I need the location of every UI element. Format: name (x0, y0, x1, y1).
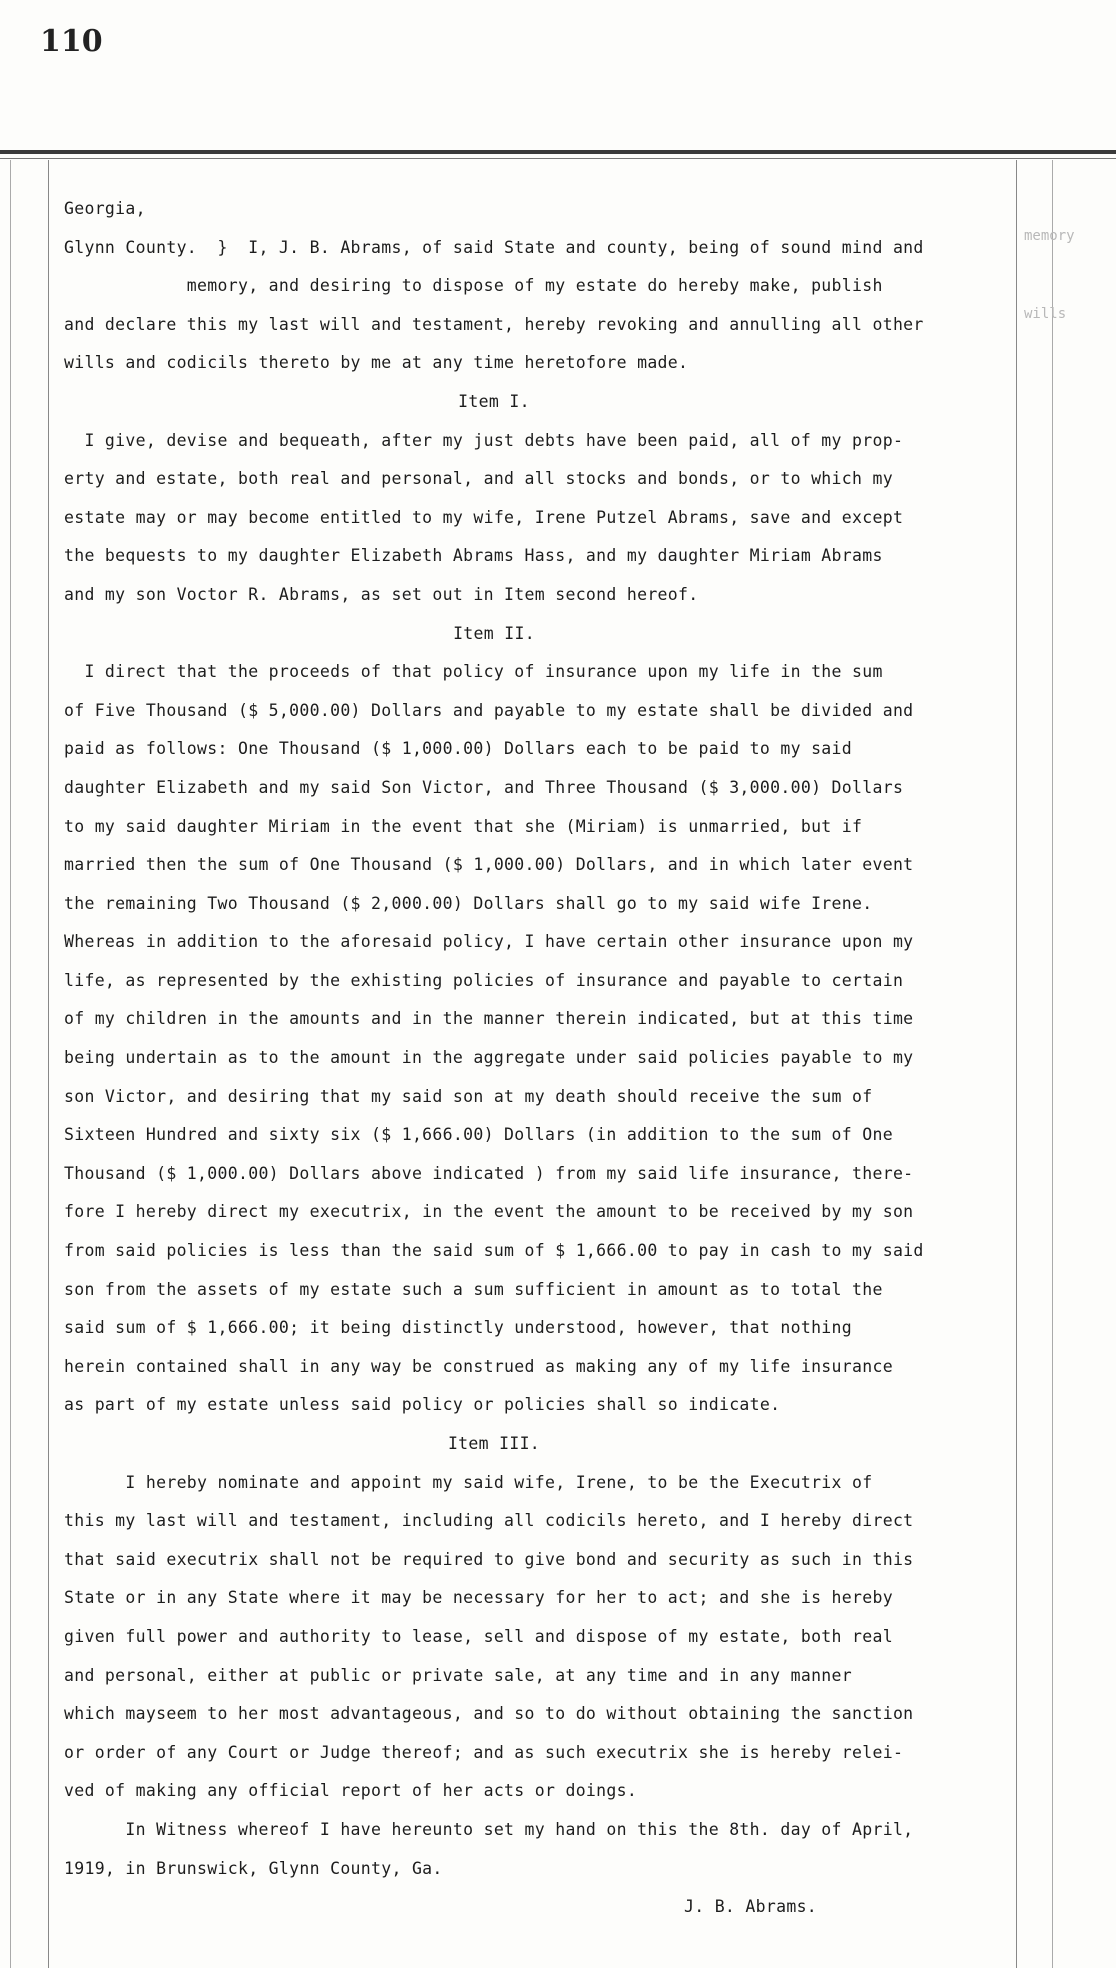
doc-line: being undertain as to the amount in the aggregate under said policies payable to my (64, 1048, 914, 1068)
doc-line: or order of any Court or Judge thereof; and as such executrix she is hereby relei- (64, 1742, 904, 1762)
signature: J. B. Abrams. (684, 1897, 818, 1917)
top-rule (0, 150, 1116, 154)
margin-note-memory: memory (1024, 228, 1075, 244)
doc-line: from said policies is less than the said sum of $ 1,666.00 to pay in cash to my said (64, 1241, 924, 1261)
doc-line: estate may or may become entitled to my wife, Irene Putzel Abrams, save and except (64, 507, 904, 527)
item-heading-1: Item I. (458, 391, 530, 411)
doc-line: daughter Elizabeth and my said Son Victor, and Three Thousand ($ 3,000.00) Dollars (64, 777, 904, 797)
doc-line: of Five Thousand ($ 5,000.00) Dollars and payable to my estate shall be divided and (64, 700, 914, 720)
margin-note-wills: wills (1024, 306, 1067, 322)
doc-line: Whereas in addition to the aforesaid policy, I have certain other insurance upon my (64, 932, 914, 952)
left-margin-line (48, 160, 49, 1968)
doc-line: State or in any State where it may be necessary for her to act; and she is hereby (64, 1588, 893, 1608)
item-heading-2: Item II. (453, 623, 535, 643)
doc-line: married then the sum of One Thousand ($ 1,000.00) Dollars, and in which later event (64, 855, 914, 875)
doc-line: to my said daughter Miriam in the event that she (Miriam) is unmarried, but if (64, 816, 863, 836)
doc-line: fore I hereby direct my executrix, in the event the amount to be received by my son (64, 1202, 914, 1222)
doc-line: son from the assets of my estate such a sum sufficient in amount as to total the (64, 1279, 883, 1299)
doc-line: and personal, either at public or private sale, at any time and in any manner (64, 1665, 853, 1685)
doc-line: wills and codicils thereto by me at any time heretofore made. (64, 353, 689, 373)
doc-line: of my children in the amounts and in the manner therein indicated, but at this time (64, 1009, 914, 1029)
top-rule-thin (0, 158, 1116, 159)
doc-line: paid as follows: One Thousand ($ 1,000.00) Dollars each to be paid to my said (64, 739, 853, 759)
doc-line: ved of making any official report of her acts or doings. (64, 1781, 638, 1801)
right-outer-margin-line (1052, 160, 1053, 1968)
doc-line: herein contained shall in any way be construed as making any of my life insurance (64, 1356, 893, 1376)
doc-line: Sixteen Hundred and sixty six ($ 1,666.00) Dollars (in addition to the sum of One (64, 1125, 893, 1145)
doc-line: the remaining Two Thousand ($ 2,000.00) Dollars shall go to my said wife Irene. (64, 893, 873, 913)
doc-line: the bequests to my daughter Elizabeth Abrams Hass, and my daughter Miriam Abrams (64, 546, 883, 566)
doc-line: Glynn County. } I, J. B. Abrams, of said State and county, being of sound mind and (64, 237, 924, 257)
doc-line: I hereby nominate and appoint my said wife, Irene, to be the Executrix of (64, 1472, 873, 1492)
doc-line: as part of my estate unless said policy or policies shall so indicate. (64, 1395, 781, 1415)
page-number: 110 (40, 24, 103, 59)
doc-line: erty and estate, both real and personal, and all stocks and bonds, or to which my (64, 469, 893, 489)
will-document (64, 190, 1044, 1927)
doc-line: Thousand ($ 1,000.00) Dollars above indicated ) from my said life insurance, there- (64, 1163, 914, 1183)
doc-line: given full power and authority to lease, sell and dispose of my estate, both real (64, 1626, 893, 1646)
doc-line: memory, and desiring to dispose of my estate do hereby make, publish (64, 276, 883, 296)
item-heading-3: Item III. (447, 1434, 541, 1453)
doc-line: and declare this my last will and testament, hereby revoking and annulling all other (64, 314, 924, 334)
doc-line: and my son Voctor R. Abrams, as set out in Item second hereof. (64, 584, 699, 604)
doc-line: which mayseem to her most advantageous, and so to do without obtaining the sanction (64, 1704, 914, 1724)
doc-line: I give, devise and bequeath, after my just debts have been paid, all of my prop- (64, 430, 904, 450)
doc-line: life, as represented by the exhisting policies of insurance and payable to certain (64, 970, 904, 990)
doc-line: this my last will and testament, including all codicils hereto, and I hereby direct (64, 1511, 914, 1531)
doc-line: son Victor, and desiring that my said son at my death should receive the sum of (64, 1086, 873, 1106)
doc-line: I direct that the proceeds of that policy of insurance upon my life in the sum (64, 662, 883, 682)
doc-line: 1919, in Brunswick, Glynn County, Ga. (64, 1858, 443, 1878)
doc-line-state: Georgia, (64, 199, 146, 218)
doc-line: said sum of $ 1,666.00; it being distinctly understood, however, that nothing (64, 1318, 853, 1338)
doc-line: that said executrix shall not be required to give bond and security as such in this (64, 1549, 914, 1569)
doc-line: In Witness whereof I have hereunto set my hand on this the 8th. day of April, (64, 1819, 914, 1839)
left-outer-margin-line (10, 160, 11, 1968)
